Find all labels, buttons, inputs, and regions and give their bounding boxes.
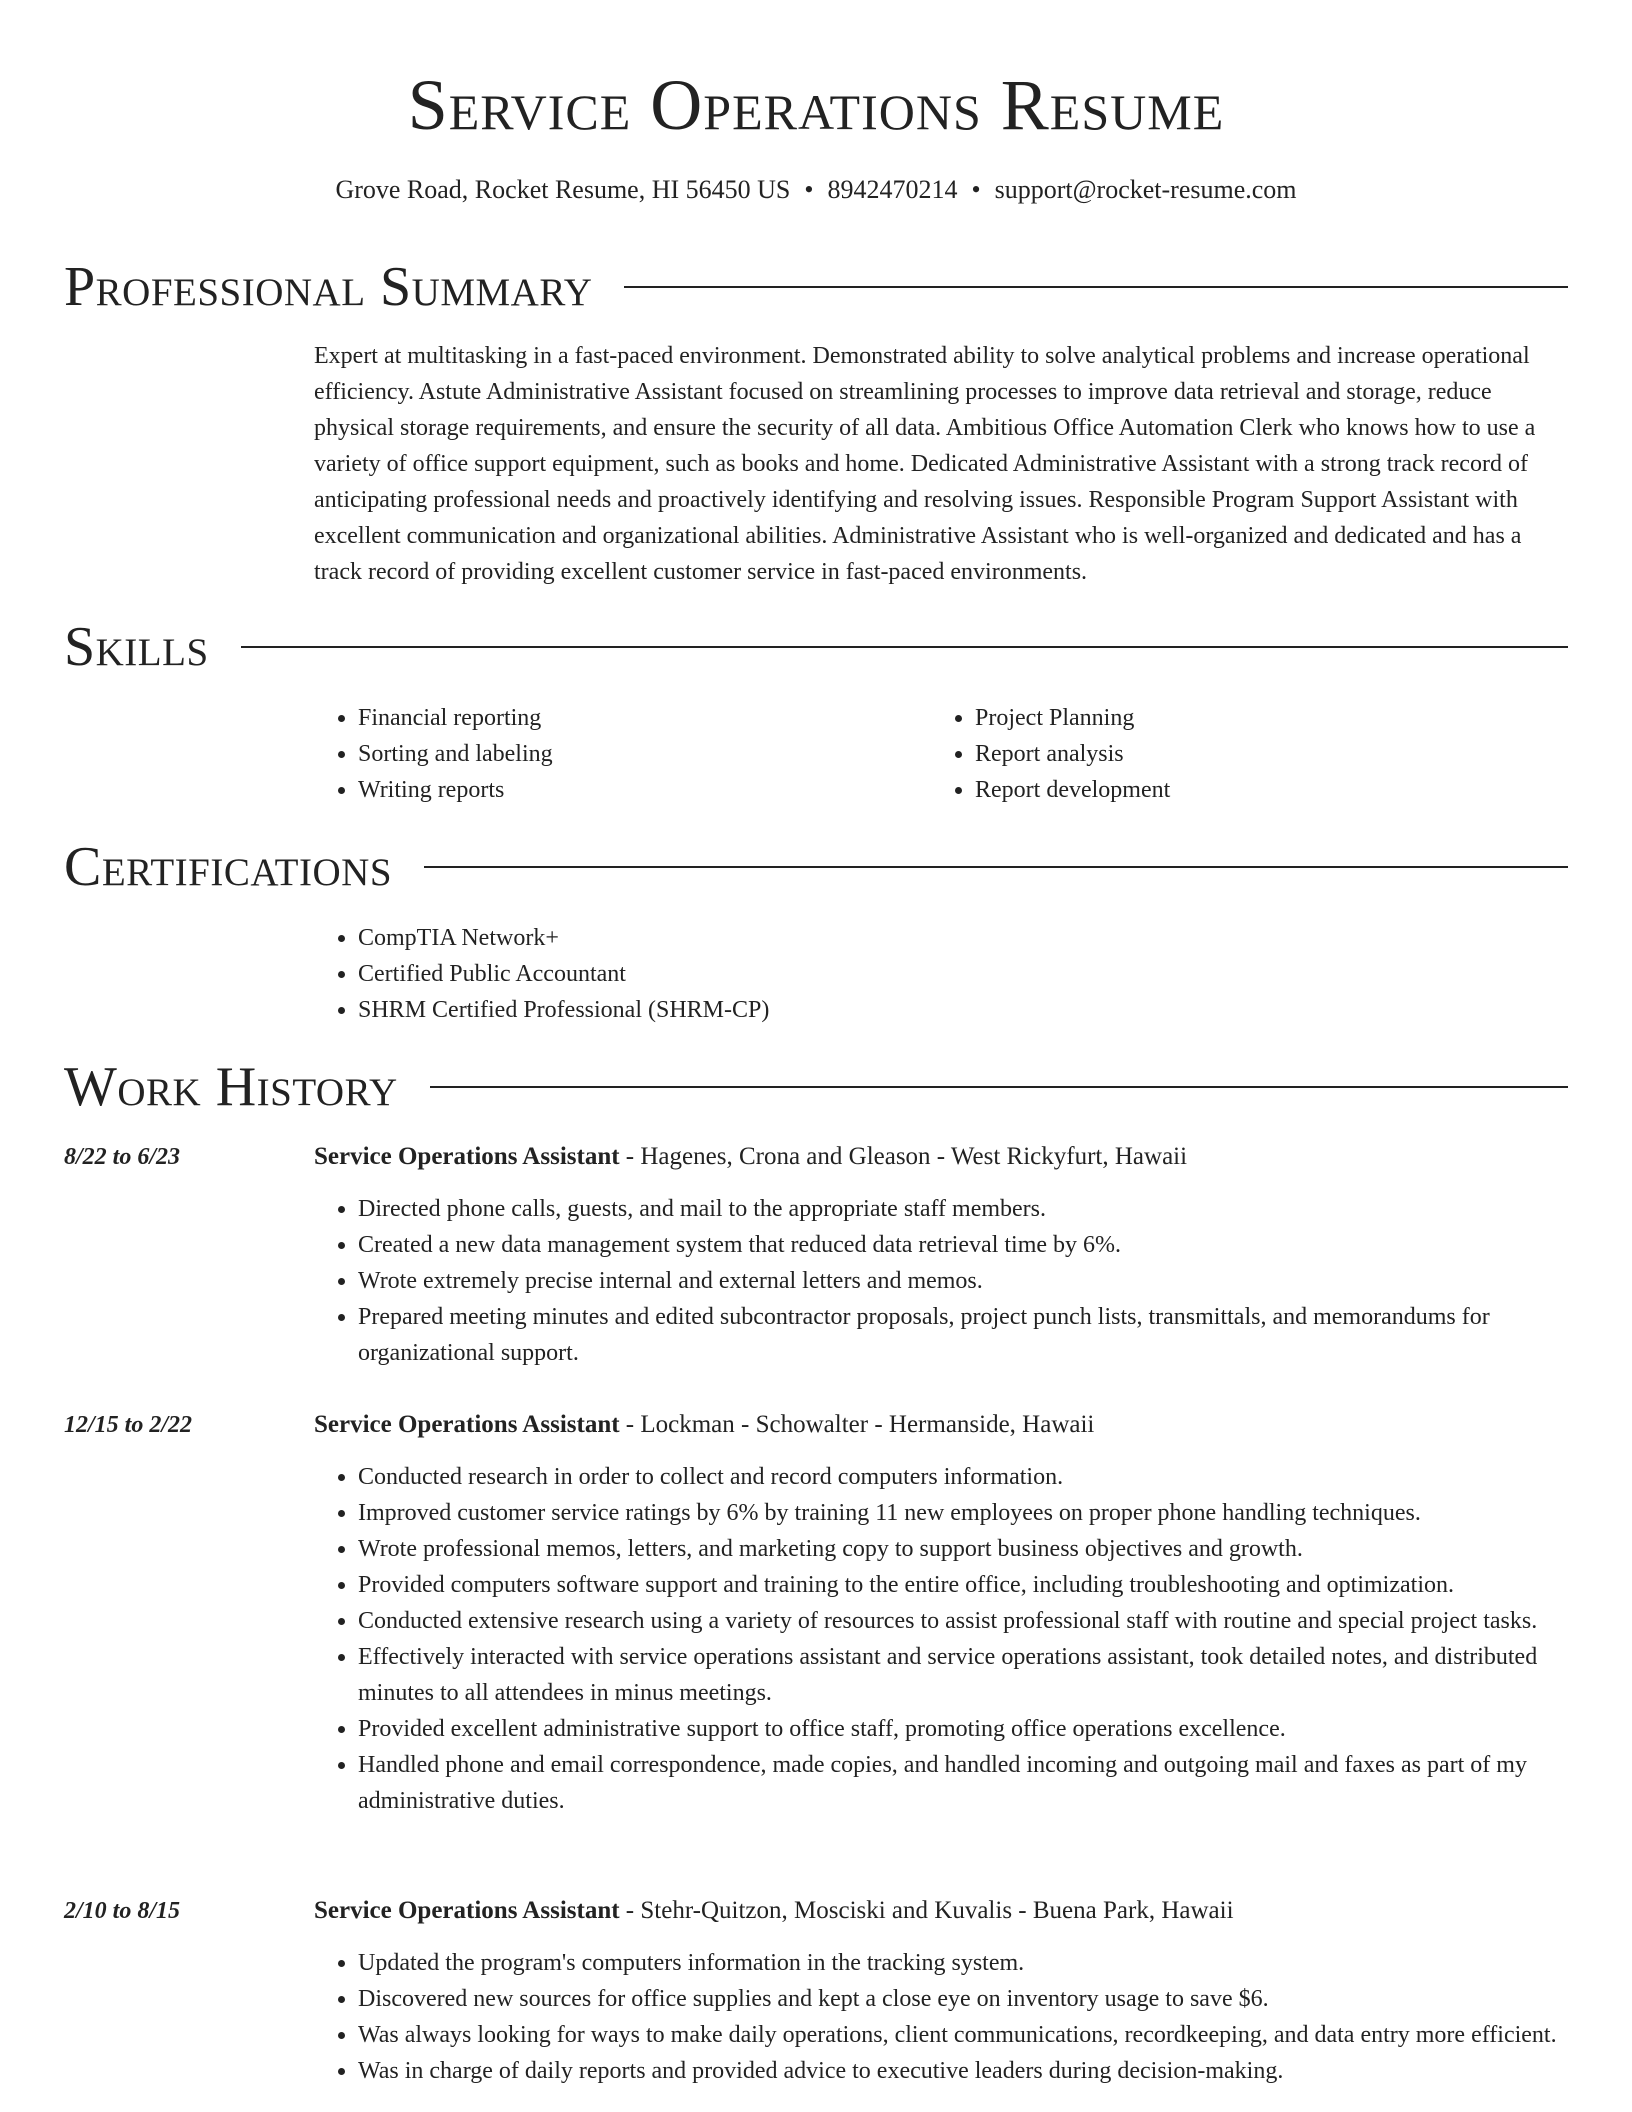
job-duty-item: • Effectively interacted with service operations assistant and service operations assistant, took detailed notes, and distributed minutes to all attendees in minus meetings. — [358, 1639, 1568, 1711]
skill-item: • Financial reporting — [358, 700, 914, 736]
skill-item: • Writing reports — [358, 772, 914, 808]
contact-separator: • — [804, 175, 814, 204]
job-duty-item: • Improved customer service ratings by 6% by training 11 new employees on proper phone handling techniques. — [358, 1495, 1568, 1531]
job-duties-list — [314, 1459, 1568, 1819]
job-duty-item: • Conducted research in order to collect and record computers information. — [358, 1459, 1568, 1495]
job-dates: 2/10 to 8/15 — [64, 1898, 181, 1924]
certifications-heading: Certifications — [64, 836, 393, 898]
job-duty-item: • Conducted extensive research using a variety of resources to assist professional staff with routine and special project tasks. — [358, 1603, 1568, 1639]
contact-email[interactable]: support@rocket-resume.com — [994, 175, 1297, 204]
skills-heading: Skills — [64, 616, 209, 678]
work-history-heading: Work History — [64, 1056, 398, 1118]
job-heading — [314, 1407, 1568, 1443]
job-title: Service Operations Assistant — [314, 1411, 620, 1438]
job-duties — [314, 1459, 1568, 1819]
contact-separator: • — [971, 175, 981, 204]
skills-right-column — [931, 700, 1531, 808]
job-duty-item: • Handled phone and email correspondence, made copies, and handled incoming and outgoing mail and faxes as part of my administrative duties. — [358, 1747, 1568, 1819]
section-divider — [241, 646, 1568, 648]
job-duty-item: • Prepared meeting minutes and edited subcontractor proposals, project punch lists, transmittals, and memorandums for organizational support. — [358, 1299, 1568, 1371]
skills-list — [314, 700, 914, 808]
job-duty-item: • Created a new data management system that reduced data retrieval time by 6%. — [358, 1227, 1568, 1263]
resume-title: Service Operations Resume — [407, 65, 1225, 145]
contact-phone: 8942470214 — [827, 175, 958, 204]
skill-item: • Report analysis — [975, 736, 1531, 772]
job-title: Service Operations Assistant — [314, 1897, 620, 1924]
job-duties — [314, 1191, 1568, 1371]
skills-left-column — [314, 700, 914, 808]
summary-heading: Professional Summary — [64, 256, 593, 318]
job-duty-item: • Was always looking for ways to make daily operations, client communications, recordkeeping, and data entry more efficient. — [358, 2017, 1568, 2053]
certifications-block — [314, 920, 1568, 1028]
job-duties-list — [314, 1945, 1568, 2089]
certification-item: • Certified Public Accountant — [358, 956, 1568, 992]
work-history-section-heading — [64, 1057, 1568, 1117]
job-duty-item: • Was in charge of daily reports and provided advice to executive leaders during decision-making. — [358, 2053, 1568, 2089]
job-duty-item: • Updated the program's computers information in the tracking system. — [358, 1945, 1568, 1981]
job-employer: - Lockman - Schowalter - Hermanside, Hawaii — [619, 1411, 1095, 1438]
skill-item: • Report development — [975, 772, 1531, 808]
job-duty-item: • Directed phone calls, guests, and mail to the appropriate staff members. — [358, 1191, 1568, 1227]
job-duties — [314, 1945, 1568, 2089]
skill-item: • Sorting and labeling — [358, 736, 914, 772]
job-heading — [314, 1139, 1568, 1175]
skills-section-heading — [64, 617, 1568, 677]
job-title: Service Operations Assistant — [314, 1143, 620, 1170]
section-divider — [430, 1086, 1568, 1088]
job-duty-item: • Wrote extremely precise internal and external letters and memos. — [358, 1263, 1568, 1299]
certifications-list — [314, 920, 1568, 1028]
contact-line — [0, 172, 1632, 208]
certification-item: • CompTIA Network+ — [358, 920, 1568, 956]
contact-address: Grove Road, Rocket Resume, HI 56450 US — [335, 175, 791, 204]
section-divider — [424, 866, 1568, 868]
summary-text: Expert at multitasking in a fast-paced environment. Demonstrated ability to solve analytical problems and increase operational efficiency. Astute Administrative Assistant focused on streamlining processes to improve data retrieval and storage, reduce physical storage requirements, and ensure the security of all data. Ambitious Office Automation Clerk who knows how to use a variety of office support equipment, such as books and home. Dedicated Administrative Assistant with a strong track record of anticipating professional needs and proactively identifying and resolving issues. Responsible Program Support Assistant with excellent communication and organizational abilities. Administrative Assistant who is well-organized and dedicated and has a track record of providing excellent customer service in fast-paced environments. — [314, 343, 1536, 585]
certifications-section-heading — [64, 837, 1568, 897]
job-duty-item: • Provided computers software support and training to the entire office, including troubleshooting and optimization. — [358, 1567, 1568, 1603]
job-duty-item: • Provided excellent administrative support to office staff, promoting office operations excellence. — [358, 1711, 1568, 1747]
job-dates: 8/22 to 6/23 — [64, 1144, 181, 1170]
job-duty-item: • Wrote professional memos, letters, and marketing copy to support business objectives and growth. — [358, 1531, 1568, 1567]
job-employer: - Stehr-Quitzon, Mosciski and Kuvalis - Buena Park, Hawaii — [619, 1897, 1234, 1924]
skills-list — [931, 700, 1531, 808]
job-employer: - Hagenes, Crona and Gleason - West Rickyfurt, Hawaii — [619, 1143, 1188, 1170]
skill-item: • Project Planning — [975, 700, 1531, 736]
job-duties-list — [314, 1191, 1568, 1371]
job-dates: 12/15 to 2/22 — [64, 1412, 193, 1438]
summary-section-heading — [64, 257, 1568, 317]
certification-item: • SHRM Certified Professional (SHRM-CP) — [358, 992, 1568, 1028]
section-divider — [624, 286, 1568, 288]
job-heading — [314, 1893, 1568, 1929]
job-duty-item: • Discovered new sources for office supplies and kept a close eye on inventory usage to save $6. — [358, 1981, 1568, 2017]
